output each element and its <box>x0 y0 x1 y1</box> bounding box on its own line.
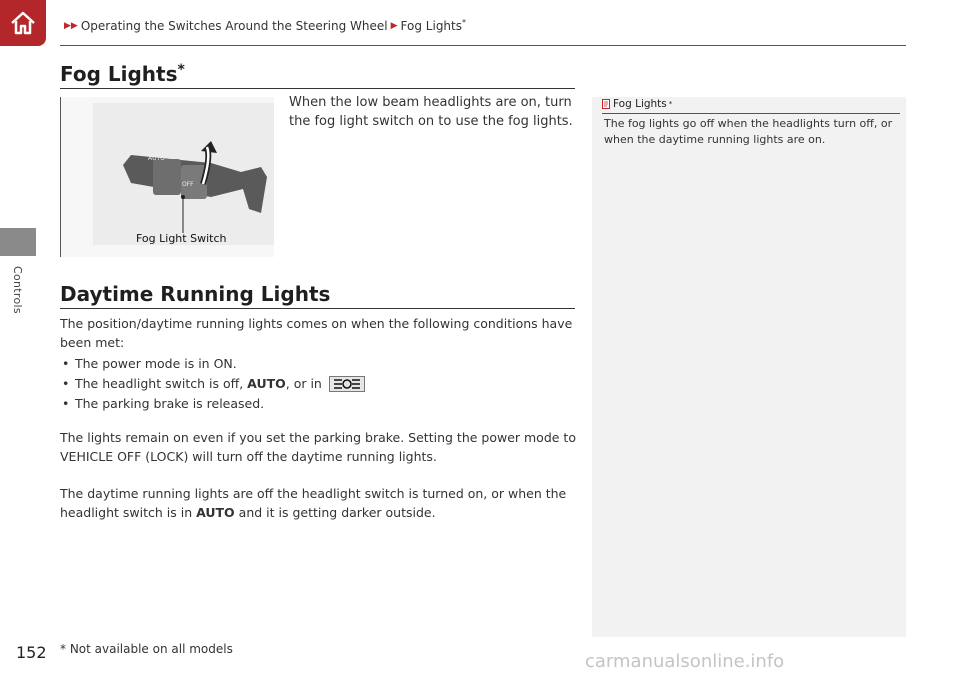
drl-heading: Daytime Running Lights <box>60 282 331 306</box>
fog-light-switch-figure <box>60 97 274 257</box>
breadcrumb-item-switches[interactable]: Operating the Switches Around the Steering Wheel <box>80 18 388 33</box>
fog-lights-title: Fog Lights <box>60 62 178 86</box>
breadcrumb-asterisk: * <box>462 18 466 27</box>
breadcrumb-fog-lights-label: Fog Lights <box>400 19 462 33</box>
side-tab-marker[interactable] <box>0 228 36 256</box>
drl-paragraph-3 <box>60 484 580 522</box>
watermark: carmanualsonline.info <box>585 651 785 672</box>
note-icon <box>602 99 611 109</box>
bullet2-text-after: , or in <box>285 376 326 391</box>
list-item <box>60 374 580 393</box>
note-text: The fog lights go off when the headlights turn off, or when the daytime running lights are on. <box>604 117 893 146</box>
drl-rule <box>60 308 575 309</box>
footnote: * Not available on all models <box>60 642 233 656</box>
drl-body <box>60 314 580 522</box>
note-rule <box>602 113 900 114</box>
side-tab-label: Controls <box>11 266 24 314</box>
fog-lights-heading <box>60 62 185 86</box>
headlight-icon <box>329 376 365 392</box>
breadcrumb <box>64 18 466 33</box>
drl-conditions-list <box>60 354 580 413</box>
auto-text: AUTO <box>247 376 286 391</box>
drl-p3-text: The daytime running lights are off the headlight switch is turned on, or when the headlight switch is in <box>60 486 567 520</box>
drl-p3-auto: AUTO <box>196 505 235 520</box>
stalk-off-text: OFF <box>182 181 194 188</box>
list-item: • The parking brake is released. <box>60 394 580 413</box>
fog-lights-asterisk: * <box>177 62 185 78</box>
note-title: Fog Lights <box>613 98 667 110</box>
header-rule <box>60 45 906 46</box>
fog-lights-intro: When the low beam headlights are on, turn the fog light switch on to use the fog lights. <box>289 95 573 129</box>
breadcrumb-arrow-icon: ▶▶ <box>64 20 78 31</box>
stalk-auto-text: AUTO <box>148 155 165 162</box>
home-button[interactable] <box>0 0 46 46</box>
breadcrumb-item-fog-lights[interactable] <box>401 18 466 33</box>
drl-paragraph-2: The lights remain on even if you set the parking brake. Setting the power mode to VEHICLE OFF (LOCK) will turn off the daytime running lights. <box>60 430 576 464</box>
note-asterisk: * <box>668 100 673 108</box>
list-item: • The power mode is in ON. <box>60 354 580 373</box>
bullet2-text: The headlight switch is off, <box>75 376 248 391</box>
fog-light-switch-label: Fog Light Switch <box>136 232 227 245</box>
fog-lights-rule <box>60 88 575 89</box>
home-icon <box>8 8 38 38</box>
drl-p3-text-after: and it is getting darker outside. <box>234 505 436 520</box>
note-sidebar <box>592 97 906 637</box>
note-heading <box>602 98 672 110</box>
breadcrumb-arrow-icon: ▶ <box>390 20 398 31</box>
page-number: 152 <box>16 643 47 662</box>
drl-paragraph-1: The position/daytime running lights comes on when the following conditions have been met: <box>60 316 573 350</box>
